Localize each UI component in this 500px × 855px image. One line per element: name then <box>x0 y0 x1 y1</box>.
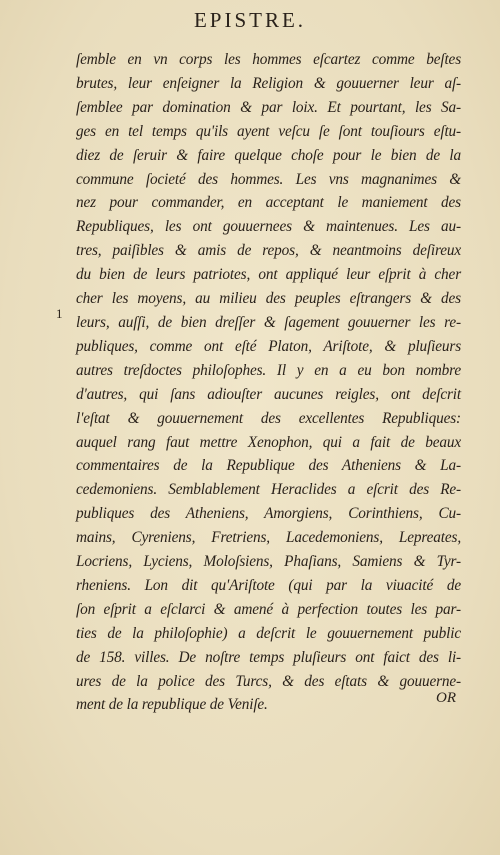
text-line: commune ſocieté des hommes. Les vns magnanimes & <box>76 170 461 188</box>
text-line: brutes, leur enſeigner la Religion & gouuerner leur aſ- <box>76 74 461 92</box>
text-line: ſemble en vn corps les hommes eſcartez comme beſtes <box>76 51 461 68</box>
text-line: diez de ſeruir & faire quelque choſe pour le bien de la <box>76 146 461 164</box>
text-line: nez pour commander, en acceptant le maniement des <box>76 194 461 212</box>
text-line: Republiques, les ont gouuernees & maintenues. Les au- <box>76 218 461 236</box>
text-line: Locriens, Lyciens, Moloſsiens, Phaſians, Samiens & Tyr- <box>76 553 461 571</box>
running-head: EPISTRE. <box>193 8 307 32</box>
text-line: publiques des Atheniens, Amorgiens, Corinthiens, Cu- <box>76 505 461 523</box>
text-line: ures de la police des Turcs, & des eſtats & gouuerne- <box>76 672 461 690</box>
text-line: d'autres, qui ſans adiouſter aucunes reigles, ont deſcrit <box>76 385 461 403</box>
text-line: auquel rang faut mettre Xenophon, qui a fait de beaux <box>76 433 461 451</box>
text-line: leurs, auſſi, de bien dreſſer & ſagement gouuerner les re- <box>76 313 461 331</box>
margin-mark: 1 <box>56 306 63 321</box>
text-line: mains, Cyreniens, Fretriens, Lacedemoniens, Lepreates, <box>76 529 461 547</box>
text-line: l'eſtat & gouuernement des excellentes Republiques: <box>76 409 461 427</box>
catchword: OR <box>436 690 456 706</box>
text-line: publiques, comme ont eſté Platon, Ariſtote, & pluſieurs <box>76 337 461 355</box>
text-line: tres, paiſibles & amis de repos, & neantmoins deſireux <box>76 242 461 260</box>
text-line: ges en tel temps qu'ils ayent veſcu ſe ſont touſiours eſtu- <box>76 122 461 140</box>
text-line: rheniens. Lon dit qu'Ariſtote (qui par la viuacité de <box>76 576 461 594</box>
text-line: autres treſdoctes philoſophes. Il y en a eu bon nombre <box>76 361 461 379</box>
text-line: cher les moyens, au milieu des peuples eſtrangers & des <box>76 290 461 308</box>
text-line: ties de la philoſophie) a deſcrit le gouuernement public <box>76 624 461 642</box>
text-line: ſon eſprit a eſclarci & amené à perfection toutes les par- <box>76 600 461 618</box>
text-line: commentaires de la Republique des Atheniens & La- <box>76 457 461 475</box>
text-line: du bien de leurs patriotes, ont appliqué leur eſprit à cher <box>76 266 461 284</box>
body-text <box>76 48 461 717</box>
text-line: ſemblee par domination & par loix. Et pourtant, les Sa- <box>76 98 461 116</box>
text-line: de 158. villes. De noſtre temps pluſieurs ont faict des li- <box>76 648 461 666</box>
text-line: ment de la republique de Veniſe. <box>76 696 268 714</box>
text-line: cedemoniens. Semblablement Heraclides a eſcrit des Re- <box>76 481 461 499</box>
